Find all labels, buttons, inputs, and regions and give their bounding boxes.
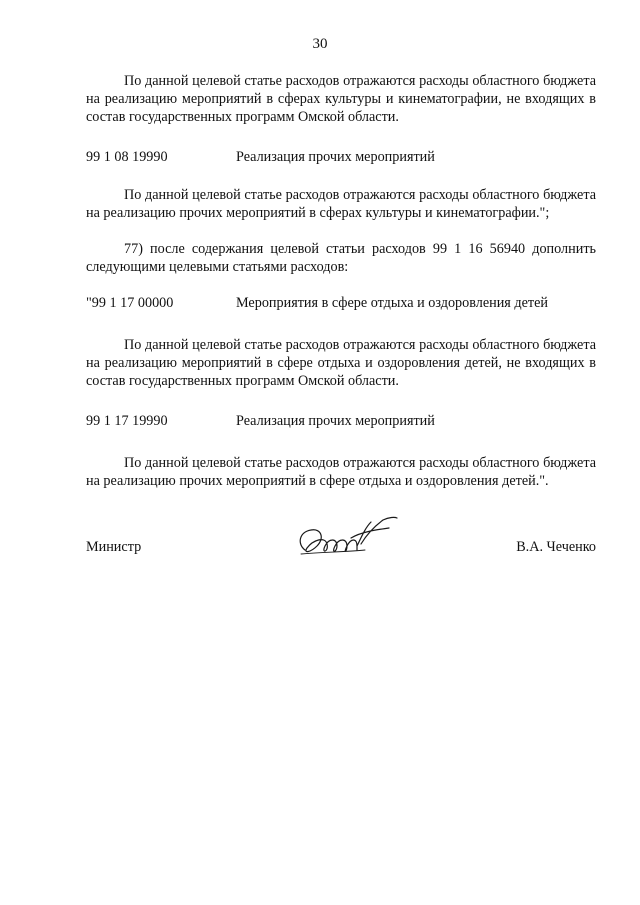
budget-title: Реализация прочих мероприятий — [236, 413, 435, 429]
paragraph-2: По данной целевой статье расходов отражаются расходы областного бюджета на реализацию прочих мероприятий в сферах культуры и кинематографии."; — [86, 187, 596, 221]
page-number: 30 — [312, 36, 328, 52]
paragraph-4: По данной целевой статье расходов отражаются расходы областного бюджета на реализацию мероприятий в сфере отдыха и оздоровления детей, не входящих в состав государственных программ Омской области. — [86, 337, 596, 389]
budget-title: Реализация прочих мероприятий — [236, 149, 435, 165]
signatory-position: Министр — [86, 539, 142, 555]
budget-code: "99 1 17 00000 — [86, 295, 174, 311]
signatory-name: В.А. Чеченко — [516, 539, 596, 555]
budget-title: Мероприятия в сфере отдыха и оздоровления детей — [236, 295, 548, 311]
handwritten-signature — [291, 514, 401, 566]
paragraph-5: По данной целевой статье расходов отражаются расходы областного бюджета на реализацию прочих мероприятий в сфере отдыха и оздоровления детей.". — [86, 455, 596, 489]
budget-code: 99 1 17 19990 — [86, 413, 168, 429]
paragraph-1: По данной целевой статье расходов отражаются расходы областного бюджета на реализацию мероприятий в сферах культуры и кинематографии, не входящих в состав государственных программ Омской области. — [86, 73, 596, 125]
budget-code: 99 1 08 19990 — [86, 149, 168, 165]
paragraph-3: 77) после содержания целевой статьи расходов 99 1 16 56940 дополнить следующими целевыми статьями расходов: — [86, 241, 596, 275]
